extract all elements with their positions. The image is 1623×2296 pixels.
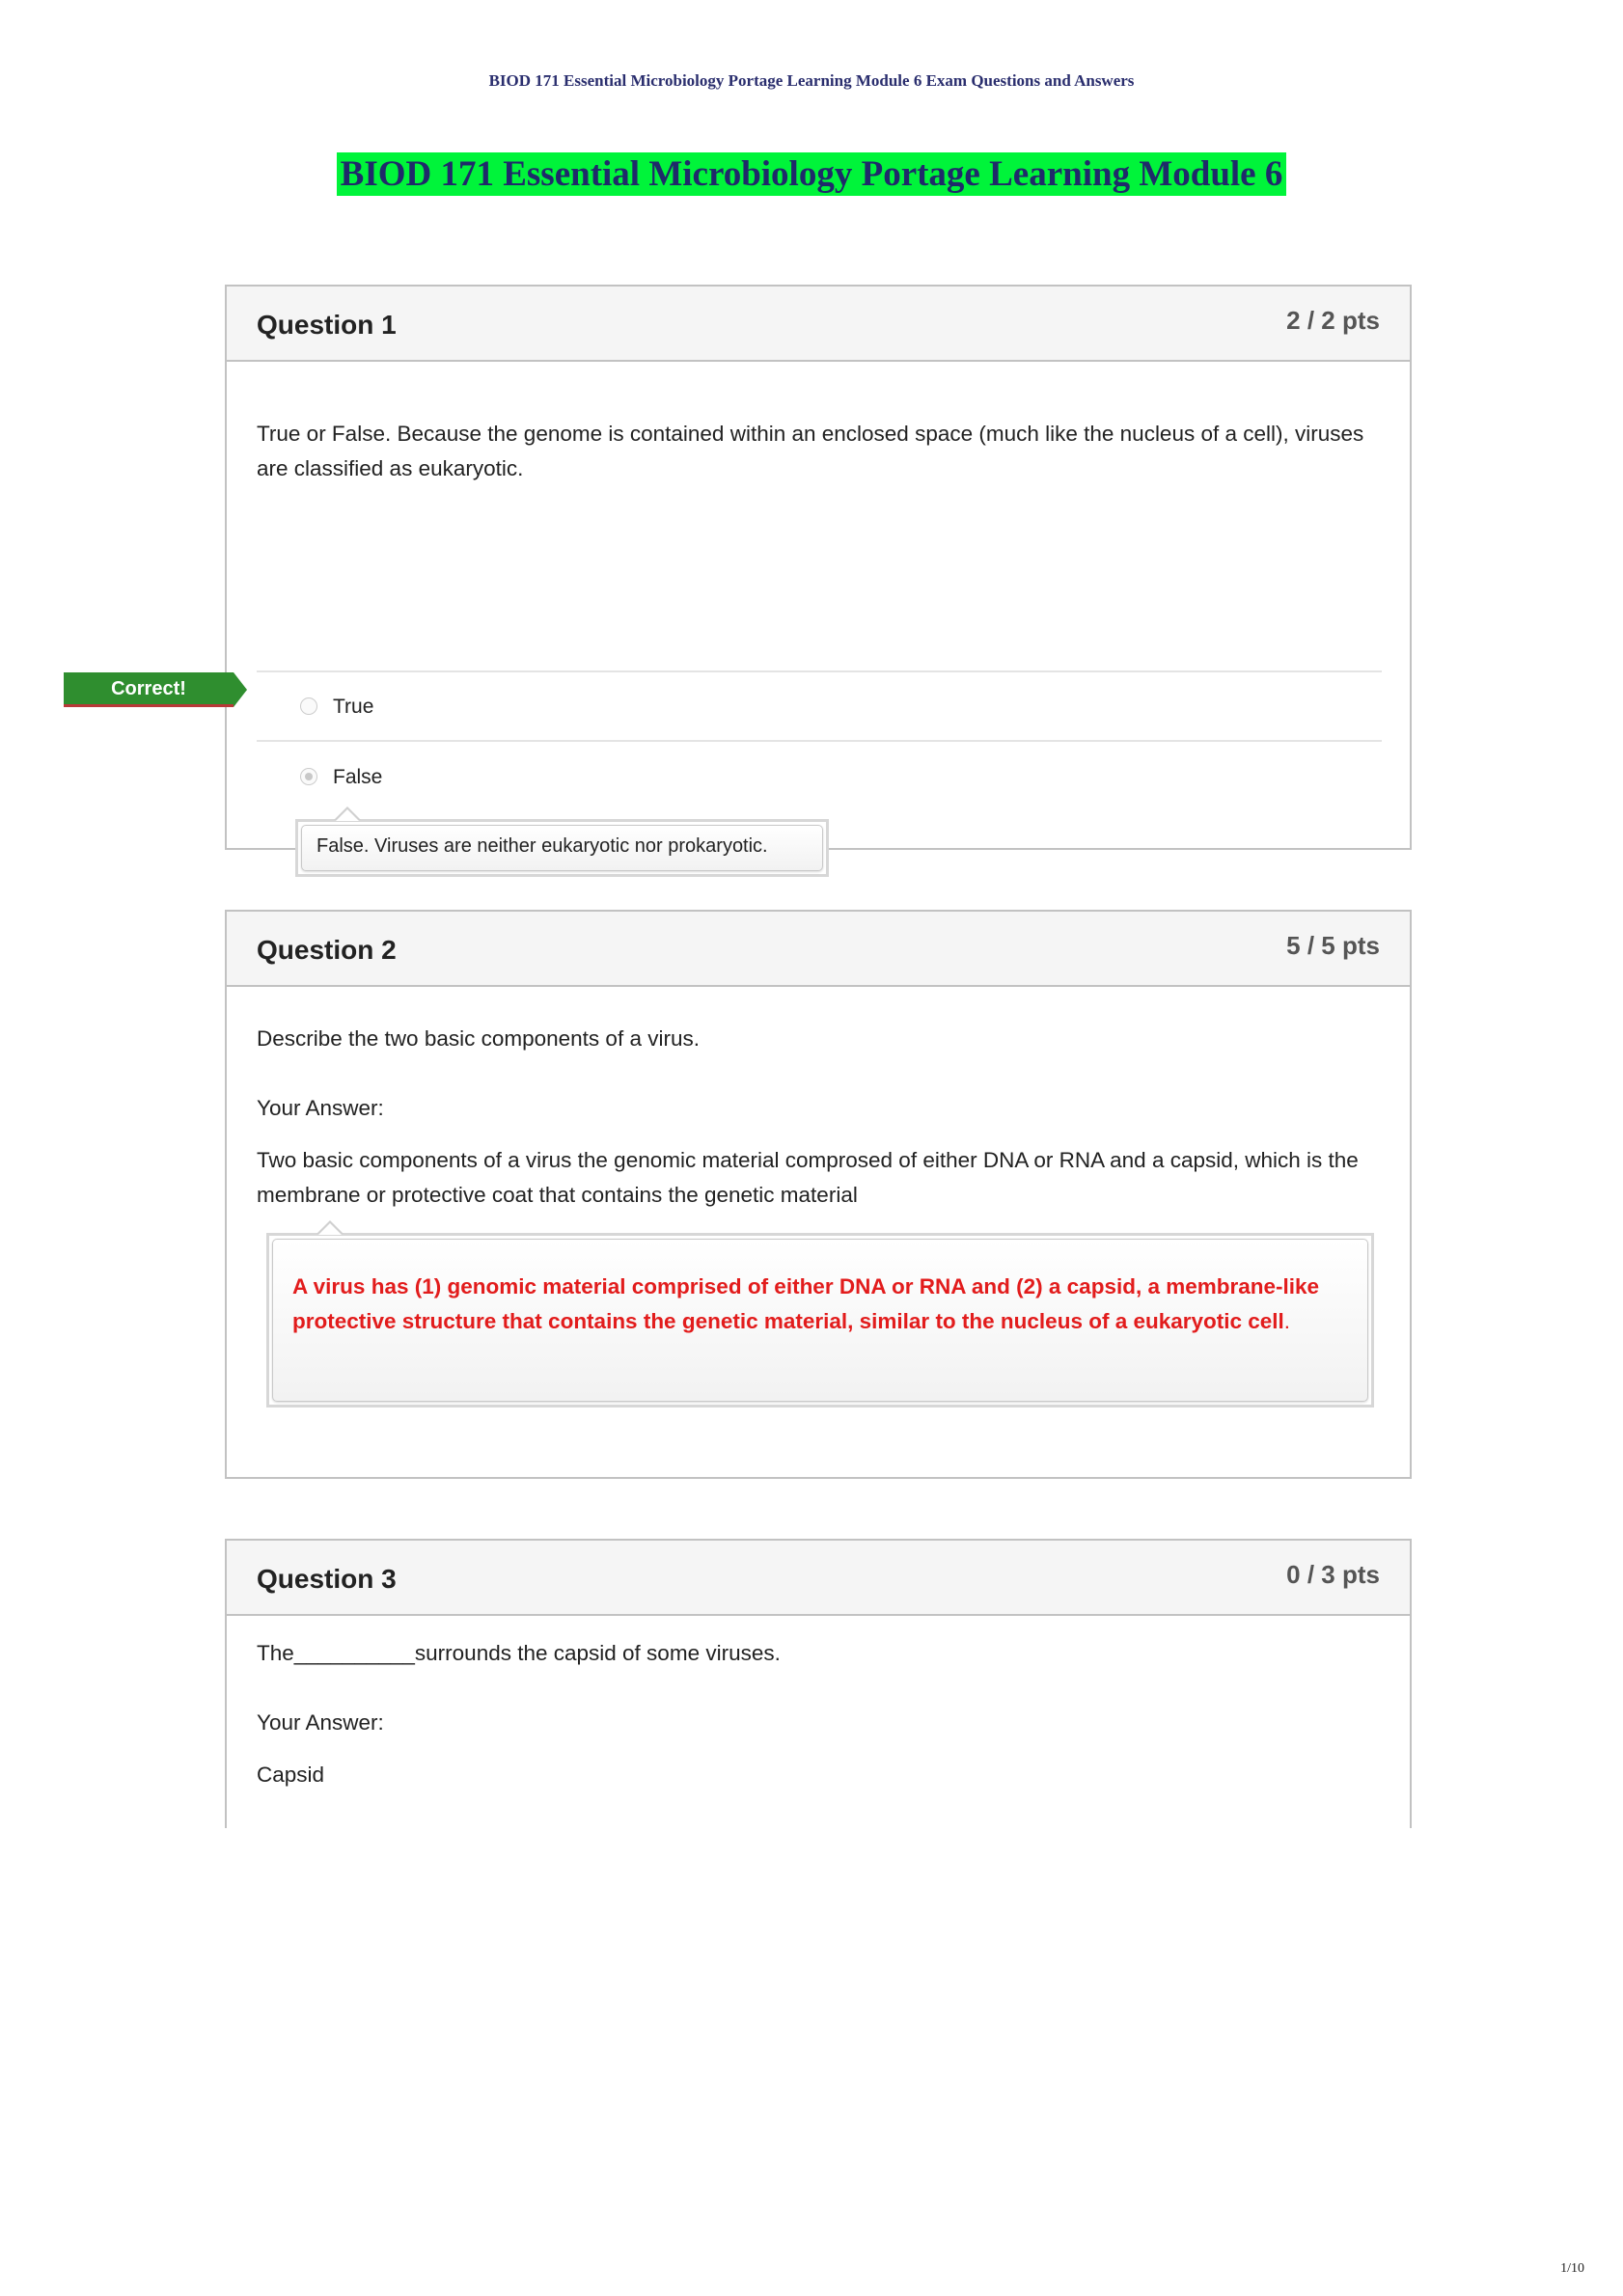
question-text xyxy=(257,1636,1386,1671)
your-answer-text: Two basic components of a virus the genomic material comprosed of either DNA or RNA and a capsid, which is the membrane or protective coat that contains the genetic material xyxy=(257,1148,1359,1207)
question-card-2 xyxy=(225,910,1412,1479)
document-title xyxy=(0,152,1623,197)
question-text: Describe the two basic components of a virus. xyxy=(257,1026,700,1051)
question-text: True or False. Because the genome is contained within an enclosed space (much like the nucleus of a cell), viruses are classified as eukaryotic. xyxy=(257,422,1364,480)
document-title-text: BIOD 171 Essential Microbiology Portage Learning Module 6 xyxy=(337,152,1287,196)
question-points: 5 / 5 pts xyxy=(1286,931,1380,960)
question-title: Question 1 xyxy=(257,310,397,340)
feedback-box xyxy=(295,819,829,877)
option-label-false: False xyxy=(333,766,383,788)
your-answer-text: Capsid xyxy=(257,1763,325,1787)
feedback-box xyxy=(266,1233,1374,1408)
question-header xyxy=(227,287,1410,362)
feedback-tail: . xyxy=(1283,1309,1291,1333)
radio-option-false[interactable] xyxy=(300,768,317,785)
question-card-1 xyxy=(225,285,1412,857)
feedback-text xyxy=(292,1270,1354,1339)
question-card-3 xyxy=(225,1539,1412,1828)
question-text-after: surrounds the capsid of some viruses. xyxy=(414,1641,781,1665)
your-answer-label: Your Answer: xyxy=(257,1096,384,1120)
page-number: 1/10 xyxy=(1560,2261,1584,2276)
question-points: 0 / 3 pts xyxy=(1286,1560,1380,1589)
feedback-caret xyxy=(318,1223,342,1235)
correct-flag xyxy=(64,672,247,711)
feedback-bold-text: A virus has (1) genomic material comprised of either DNA or RNA and (2) a capsid, a membrane-like protective structure that contains the genetic material, similar to the nucleus of a eukaryotic cell xyxy=(292,1274,1320,1333)
answer-divider xyxy=(257,740,1382,742)
question-text-before: The xyxy=(257,1641,294,1665)
question-blank: __________ xyxy=(293,1641,415,1665)
option-label-true: True xyxy=(333,696,374,718)
question-title: Question 2 xyxy=(257,935,397,965)
running-header: BIOD 171 Essential Microbiology Portage Learning Module 6 Exam Questions and Answers xyxy=(488,71,1135,90)
radio-option-true[interactable] xyxy=(300,697,317,715)
correct-flag-tip xyxy=(234,672,247,707)
question-header xyxy=(227,912,1410,987)
question-header xyxy=(227,1541,1410,1616)
correct-flag-label: Correct! xyxy=(111,678,186,699)
question-title: Question 3 xyxy=(257,1564,397,1594)
feedback-text: False. Viruses are neither eukaryotic nor prokaryotic. xyxy=(316,835,768,857)
question-points: 2 / 2 pts xyxy=(1286,306,1380,335)
answer-divider xyxy=(257,670,1382,672)
your-answer-label: Your Answer: xyxy=(257,1710,384,1735)
feedback-caret xyxy=(336,809,359,821)
